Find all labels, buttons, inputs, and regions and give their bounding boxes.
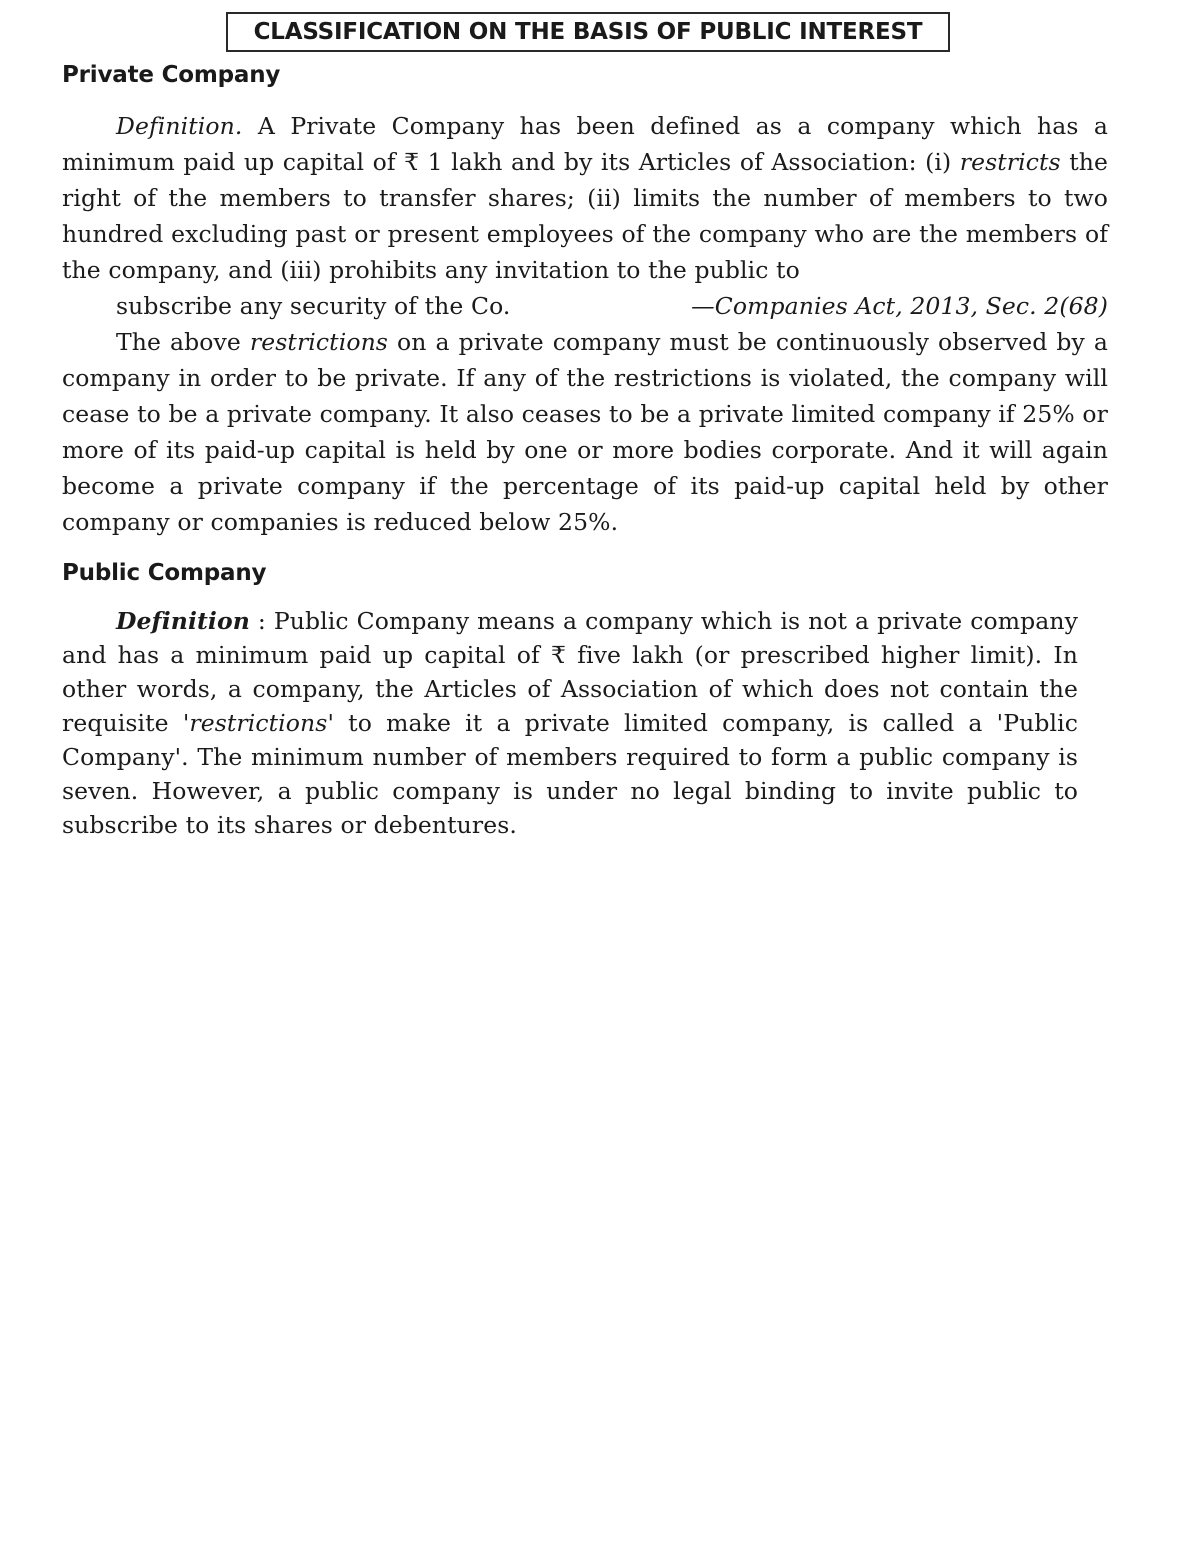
definition-label: Definition [116, 607, 250, 635]
definition-last-line: subscribe any security of the Co. [116, 292, 511, 320]
paragraph-emphasis: restrictions [249, 328, 388, 356]
definition-text: A Private Company has been defined as a company which has a minimum paid up capital of ₹ 1 lakh and by its Articles of Association: (i) [62, 112, 1108, 176]
private-company-definition [62, 108, 1108, 540]
definition-text: the right of the members to transfer shares; (ii) limits the number of members to two hundred excluding past or present employees of the company who are the members of the company, and (iii) prohibits any invitation to the public to [62, 148, 1108, 284]
definition-label: Definition. [116, 112, 243, 140]
paragraph-text: on a private company must be continuously observed by a company in order to be private. If any of the restrictions is violated, the company will cease to be a private company. It also ceases to be a private limited company if 25% or more of its paid-up capital is held by one or more bodies corporate. And it will again become a private company if the percentage of its paid-up capital held by other company or companies is reduced below 25%. [62, 328, 1108, 536]
section-title: CLASSIFICATION ON THE BASIS OF PUBLIC INTEREST [226, 12, 950, 52]
paragraph-text: The above [116, 328, 250, 356]
private-company-heading: Private Company [62, 62, 281, 88]
citation: —Companies Act, 2013, Sec. 2(68) [691, 292, 1108, 320]
public-company-heading: Public Company [62, 560, 267, 586]
citation-line [62, 288, 1108, 324]
public-company-definition [62, 604, 1078, 842]
definition-emphasis: 'restrictions' [182, 709, 335, 737]
definition-emphasis: restricts [959, 148, 1061, 176]
definition-text: to make it a private limited company, is called a 'Public Company'. The minimum number of members required to form a public company is seven. However, a public company is under no legal binding to invite public to subscribe to its shares or debentures. [62, 709, 1078, 839]
definition-text: : Public Company means a company which is not a private company and has a minimum paid up capital of ₹ five lakh (or prescribed higher limit). In other words, a company, the Articles of Association of which does not contain the requisite [62, 607, 1078, 737]
